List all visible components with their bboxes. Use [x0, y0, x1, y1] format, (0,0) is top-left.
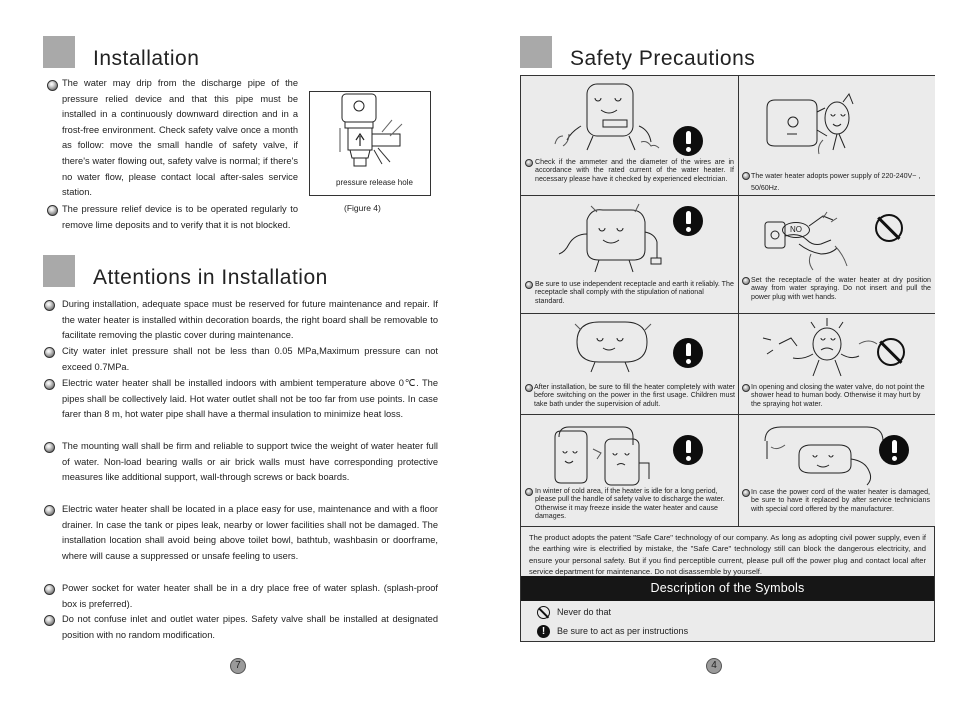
- bullet-icon: [742, 489, 750, 497]
- symbols-title-bar: Description of the Symbols: [521, 576, 934, 601]
- independent-receptacle-illustration-icon: [521, 196, 739, 282]
- attentions-item: Electric water heater shall be located in a place easy for use, maintenance and with a floor drainer. In case the tank or pipes leak, nearby or lower facilities shall not be damaged. The installation location shall avoid being above toilet bowl, bathtub, washbasin or doorframe, where will cause a suppressed or unsafe feeling to users.: [62, 504, 438, 561]
- shower-head-illustration-icon: [739, 314, 935, 382]
- section-square-icon: [520, 36, 552, 68]
- precaution-text: In winter of cold area, if the heater is idle for a long period, please pull the handle of safety valve to discharge the water. Otherwise it may freeze inside the water heater and cause damages.: [535, 487, 725, 521]
- symbol-label-never: Never do that: [557, 607, 612, 617]
- precaution-cell: [521, 76, 739, 196]
- fill-heater-illustration-icon: [521, 314, 739, 382]
- precaution-cell: [739, 415, 935, 527]
- bullet-icon: [44, 505, 55, 516]
- no-speech-bubble: NO: [782, 222, 810, 238]
- prohibition-icon: [877, 338, 905, 366]
- attentions-item: Power socket for water heater shall be in a dry place free of water splash. (splash-proof box is preferred).: [62, 583, 438, 609]
- bullet-icon: [525, 159, 533, 167]
- pressure-release-hole-label: pressure release hole: [336, 178, 413, 187]
- prohibition-icon: [537, 606, 550, 619]
- bullet-icon: [525, 281, 533, 289]
- water-heater-plug-illustration-icon: [739, 76, 935, 166]
- bullet-icon: [742, 384, 750, 392]
- installation-title: Installation: [93, 47, 200, 70]
- page-number: 7: [230, 658, 246, 674]
- bullet-icon: [44, 300, 55, 311]
- attentions-item: Electric water heater shall be installed indoors with ambient temperature above 0℃. The pipes shall be collectively laid. Hot water outlet shall not be too far from use points. In case farer than 8 m, hot water pipe shall have a thermal insulation to minimize heat loss.: [62, 378, 438, 420]
- bullet-icon: [44, 584, 55, 595]
- figure-caption: (Figure 4): [344, 203, 381, 213]
- safety-precautions-title: Safety Precautions: [570, 47, 756, 70]
- installation-item: The water may drip from the discharge pipe of the pressure relied device and that this pipe must be installed in a continuously downward direction and in a frost-free environment. Check safety valve once a month as follow: move the small handle of safety valve, if there's water flowing out, safety valve is normal; if there's no water flow, please contact local after-sales service station.: [62, 78, 298, 198]
- prohibition-icon: [875, 214, 903, 242]
- symbol-label-act: Be sure to act as per instructions: [557, 626, 689, 636]
- exclamation-icon: [879, 435, 909, 465]
- precaution-cell: [739, 76, 935, 196]
- attentions-item: Do not confuse inlet and outlet water pipes. Safety valve shall be installed at designated position with no random modification.: [62, 614, 438, 640]
- precaution-cell: [739, 314, 935, 415]
- ammeter-illustration-icon: [521, 76, 739, 156]
- exclamation-icon: [673, 126, 703, 156]
- exclamation-icon: [673, 435, 703, 465]
- exclamation-icon: [673, 206, 703, 236]
- bullet-icon: [742, 277, 750, 285]
- precaution-text: In case the power cord of the water heater is damaged, be sure to have it replaced by after service technicians with special cord offered by the manufacturer.: [751, 488, 930, 513]
- exclamation-icon: [673, 338, 703, 368]
- exclamation-icon: !: [537, 625, 550, 638]
- bullet-icon: [47, 80, 58, 91]
- bullet-icon: [44, 347, 55, 358]
- bullet-icon: [47, 205, 58, 216]
- attentions-title: Attentions in Installation: [93, 266, 328, 289]
- bullet-icon: [44, 442, 55, 453]
- precaution-cell: [739, 196, 935, 314]
- precaution-cell: [521, 196, 739, 314]
- page-number: 4: [706, 658, 722, 674]
- attentions-item: City water inlet pressure shall not be less than 0.05 MPa,Maximum pressure can not exceed 0.7MPa.: [62, 346, 438, 372]
- precaution-text: Be sure to use independent receptacle and earth it reliably. The receptacle shall comply with the stipulation of national standard.: [535, 280, 734, 305]
- figure-4-box: [309, 91, 431, 196]
- socket-wet-hands-illustration-icon: [739, 196, 935, 276]
- precaution-cell: [521, 314, 739, 415]
- bullet-icon: [742, 172, 750, 180]
- section-square-icon: [43, 36, 75, 68]
- section-square-icon: [43, 255, 75, 287]
- bullet-icon: [44, 615, 55, 626]
- winter-drain-illustration-icon: [521, 415, 739, 489]
- precaution-cell: [521, 415, 739, 527]
- precaution-text: Set the receptacle of the water heater at dry position away from water spraying. Do not insert and pull the power plug with wet hands.: [751, 276, 931, 301]
- bullet-icon: [525, 488, 533, 496]
- precaution-text: After installation, be sure to fill the heater completely with water before switching on the power in the first usage. Children must take bath under the supervision of adult.: [534, 383, 735, 408]
- precaution-text: In opening and closing the water valve, do not point the shower head to human body. Otherwise it may hurt by the spraying hot water.: [751, 383, 925, 408]
- precaution-text: The water heater adopts power supply of 220-240V~ , 50/60Hz.: [751, 172, 921, 192]
- safe-care-note: The product adopts the patent "Safe Care" technology of our company. As long as adopting civil power supply, even if the earthing wire is electrified by mistake, the "Safe Care" technology still can block the dangerous electricity, and ensure your personal safety. But if you find perceptible current, please pull off the power plug and contact local after service department for maintenance. Do not disassemble by yourself.: [521, 528, 934, 578]
- attentions-item: The mounting wall shall be firm and reliable to support twice the weight of water heater full of water. Non-load bearing walls or air brick walls must have corresponding protective measures like additional support, wall-through screws or back boards.: [62, 441, 438, 483]
- installation-item: The pressure relief device is to be operated regularly to remove lime deposits and to verify that it is not blocked.: [62, 204, 298, 230]
- bullet-icon: [44, 379, 55, 390]
- attentions-item: During installation, adequate space must be reserved for future maintenance and repair. If the water heater is installed within decoration boards, the right board shall be removable to facilitate removing the plastic cover during maintenance.: [62, 299, 438, 341]
- bullet-icon: [525, 384, 533, 392]
- precaution-text: Check if the ammeter and the diameter of the wires are in accordance with the rated current of the water heater. If necessary please have it checked by experienced electrician.: [535, 158, 734, 183]
